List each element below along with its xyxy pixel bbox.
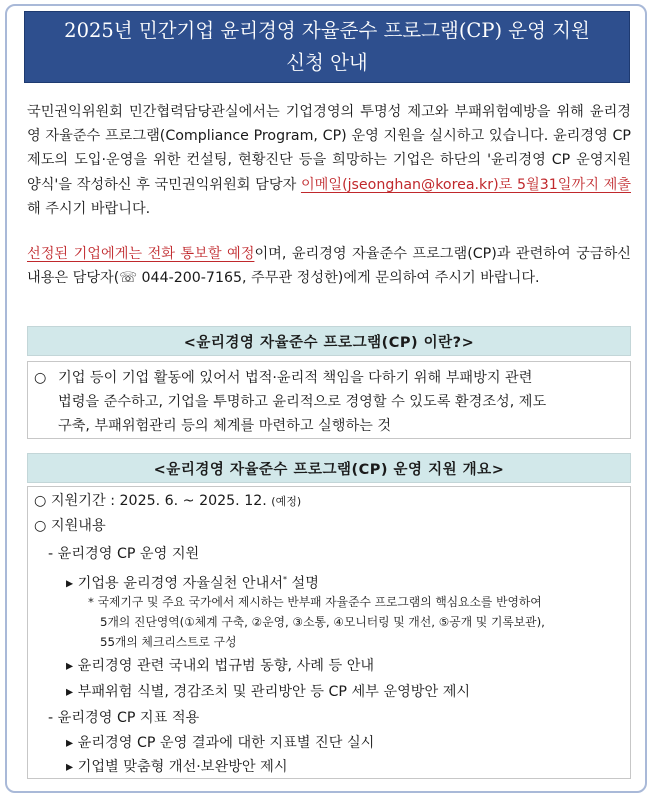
- footnote-line-2: 5개의 진단영역(①체계 구축, ②운영, ③소통, ④모니터링 및 개선, ⑤공개 및 기록보관),: [100, 615, 545, 629]
- support-content-label: ○ 지원내용: [34, 518, 106, 534]
- list-item-regulation-trends: ▸ 윤리경영 관련 국내외 법규범 동향, 사례 등 안내: [66, 658, 375, 674]
- section1-line-3: 구축, 부패위험관리 등의 체계를 마련하고 실행하는 것: [58, 418, 392, 434]
- section2-heading: <윤리경영 자율준수 프로그램(CP) 운영 지원 개요>: [27, 453, 631, 483]
- notice-highlight: 선정된 기업에게는 전화 통보할 예정: [27, 246, 255, 262]
- subheading-cp-index: - 윤리경영 CP 지표 적용: [48, 710, 200, 726]
- section1-line-2: 법령을 준수하고, 기업을 투명하고 윤리적으로 경영할 수 있도록 환경조성, 제도: [58, 394, 547, 410]
- list-item-risk-management: ▸ 부패위험 식별, 경감조치 및 관리방안 등 CP 세부 운영방안 제시: [66, 684, 471, 700]
- intro-text: 국민권익위원회 민간협력담당관실에서는 기업경영의 투명성 제고와 부패위험예방을 위해 윤리경영 자율준수 프로그램(Compliance Program, CP) 운영 지원을 실시하고 있습니다. 윤리경영 CP 제도의 도입·운영을 위한 컨설팅, 현황진단 등을 희망하는 기업은 하단의 '윤리경영 CP 운영지원 양식'을 작성하신 후 국민권익위원회 담당자: [27, 104, 631, 193]
- subheading-cp-operation: - 윤리경영 CP 운영 지원: [48, 546, 200, 562]
- list-item-guidebook: ▸ 기업용 윤리경영 자율실천 안내서* 설명: [66, 575, 319, 592]
- section1-line-1: 기업 등이 기업 활동에 있어서 법적·윤리적 책임을 다하기 위해 부패방지 관련: [58, 370, 533, 386]
- list-item-custom-improvement: ▸ 기업별 맞춤형 개선·보완방안 제시: [66, 759, 288, 775]
- intro-text-end: 해 주시기 바랍니다.: [27, 200, 151, 217]
- section1-heading: <윤리경영 자율준수 프로그램(CP) 이란?>: [27, 326, 631, 356]
- title-line-1: 2025년 민간기업 윤리경영 자율준수 프로그램(CP) 운영 지원: [64, 19, 590, 42]
- intro-email-deadline: 이메일(jseonghan@korea.kr)로 5월31일까지 제출: [300, 176, 631, 193]
- section2-body: [27, 486, 631, 779]
- section1-body: [27, 361, 631, 439]
- notice-paragraph: [27, 242, 631, 290]
- intro-paragraph: [27, 100, 631, 221]
- page-title: [64, 15, 590, 79]
- footnote-line-1: * 국제기구 및 주요 국가에서 제시하는 반부패 자율준수 프로그램의 핵심요소를 반영하여: [88, 595, 542, 609]
- title-line-2: 신청 안내: [286, 51, 368, 74]
- section1-bullet: ○: [34, 370, 47, 386]
- footnote-line-3: 55개의 체크리스트로 구성: [100, 635, 237, 649]
- list-item-index-diagnosis: ▸ 윤리경영 CP 운영 결과에 대한 지표별 진단 실시: [66, 735, 375, 751]
- support-period: [34, 489, 301, 515]
- support-period-label: ○ 지원기간 : 2025. 6. ~ 2025. 12.: [34, 493, 267, 509]
- support-period-note: (예정): [271, 495, 302, 508]
- notice-text: 이며, 윤리경영 자율준수 프로그램(CP)과 관련하여 궁금하신 내용은 담당자(☏ 044-200-7165, 주무관 정성한)에게 문의하여 주시기 바랍니다.: [27, 246, 632, 287]
- title-banner: [24, 11, 630, 83]
